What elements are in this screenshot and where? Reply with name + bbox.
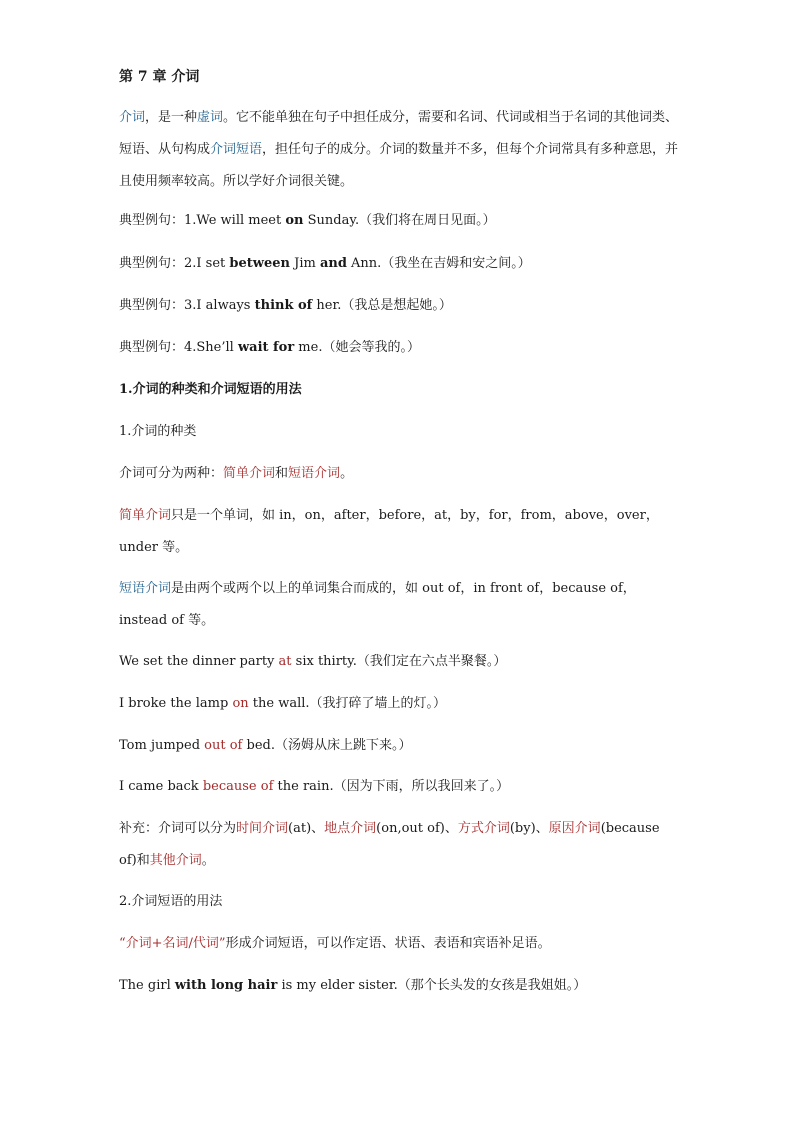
example-keyword: between	[229, 256, 290, 271]
usage-line	[119, 934, 679, 954]
term-phrase-prep: 短语介词	[119, 581, 172, 596]
sentence-prep: out of	[204, 738, 243, 753]
sentence-text: the rain.（因为下雨，所以我回来了。）	[273, 779, 510, 794]
term-manner-prep: 方式介词	[457, 821, 510, 836]
example-keyword: with long hair	[174, 978, 278, 993]
term-phrase-prep: 短语介词	[288, 466, 341, 481]
sentence-text: I broke the lamp	[119, 696, 233, 711]
supplement-text: (because of)和	[119, 821, 660, 868]
example-4	[119, 338, 679, 358]
sentence-2	[119, 694, 679, 714]
example-text: Jim	[289, 256, 320, 271]
types-line	[119, 464, 679, 484]
section-1-heading: 1.介词的种类和介词短语的用法	[119, 382, 302, 397]
types-text: 。	[340, 466, 354, 481]
sentence-text: six thirty.（我们定在六点半聚餐。）	[291, 654, 507, 669]
chapter-title: 第 7 章 介词	[119, 69, 200, 85]
usage-formula: “介词+名词/代词”	[119, 936, 226, 951]
sentence-4	[119, 777, 679, 797]
example-2	[119, 254, 679, 274]
sentence-text: I came back	[119, 779, 203, 794]
phrase-prep-text: 是由两个或两个以上的单词集合而成的，如 out of，in front of，because of，instead of 等。	[119, 581, 636, 628]
example-text: 典型例句：4.She’ll	[119, 340, 238, 355]
intro-paragraph	[119, 102, 679, 198]
term-other-prep: 其他介词	[149, 853, 202, 868]
example-text: her.（我总是想起她。）	[312, 298, 452, 313]
sentence-3	[119, 736, 679, 756]
example-keyword: on	[285, 213, 304, 228]
term-cause-prep: 原因介词	[548, 821, 601, 836]
supplement-paragraph	[119, 813, 679, 877]
sentence-text: bed.（汤姆从床上跳下来。）	[242, 738, 412, 753]
supplement-text: (at)、	[288, 821, 325, 836]
term-prep-phrase: 介词短语	[210, 142, 263, 157]
sentence-text: the wall.（我打碎了墙上的灯。）	[248, 696, 447, 711]
sentence-prep: because of	[202, 779, 274, 794]
simple-prep-text: 只是一个单词，如 in，on，after，before，at，by，for，from，above，over，under 等。	[119, 508, 659, 555]
final-example	[119, 976, 679, 996]
sentence-text: Tom jumped	[119, 738, 205, 753]
intro-text-1: ，是一种	[145, 110, 198, 125]
supplement-text: (by)、	[509, 821, 549, 836]
example-text: Ann.（我坐在吉姆和安之间。）	[346, 256, 531, 271]
simple-prep-desc	[119, 500, 679, 564]
types-text: 介词可分为两种：	[119, 466, 224, 481]
example-3	[119, 296, 679, 316]
sentence-text: We set the dinner party	[119, 654, 279, 669]
supplement-text: 。	[201, 853, 215, 868]
example-text: Sunday.（我们将在周日见面。）	[303, 213, 496, 228]
usage-text: 形成介词短语，可以作定语、状语、表语和宾语补足语。	[225, 936, 551, 951]
intro-text-2: 。它不能单独在句子中担任成分，需要和名词、代词或相当于名词的其他词类、短语、从句构成	[119, 110, 679, 157]
subsection-2-heading: 2.介词短语的用法	[119, 894, 223, 909]
example-text: is my elder sister.（那个长头发的女孩是我姐姐。）	[277, 978, 587, 993]
term-simple-prep: 简单介词	[119, 508, 172, 523]
example-text: 典型例句：3.I always	[119, 298, 255, 313]
sentence-prep: at	[278, 654, 292, 669]
example-keyword: and	[319, 256, 347, 271]
sentence-prep: on	[232, 696, 249, 711]
subsection-1-heading: 1.介词的种类	[119, 424, 197, 439]
term-place-prep: 地点介词	[324, 821, 377, 836]
term-time-prep: 时间介词	[236, 821, 289, 836]
types-text: 和	[275, 466, 289, 481]
example-keyword: think of	[254, 298, 313, 313]
phrase-prep-desc	[119, 573, 679, 637]
intro-text-3: ，担任句子的成分。介词的数量并不多，但每个介词常具有多种意思，并且使用频率较高。所以学好介词很关键。	[119, 142, 679, 189]
example-keyword: wait for	[237, 340, 295, 355]
example-text: me.（她会等我的。）	[294, 340, 420, 355]
example-text: 典型例句：1.We will meet	[119, 213, 286, 228]
supplement-text: 补充：介词可以分为	[119, 821, 237, 836]
example-text: 典型例句：2.I set	[119, 256, 230, 271]
term-function-word: 虚词	[197, 110, 224, 125]
term-preposition: 介词	[119, 110, 146, 125]
example-1	[119, 211, 679, 231]
term-simple-prep: 简单介词	[223, 466, 276, 481]
supplement-text: (on,out of)、	[376, 821, 458, 836]
sentence-1	[119, 652, 679, 672]
example-text: The girl	[119, 978, 175, 993]
